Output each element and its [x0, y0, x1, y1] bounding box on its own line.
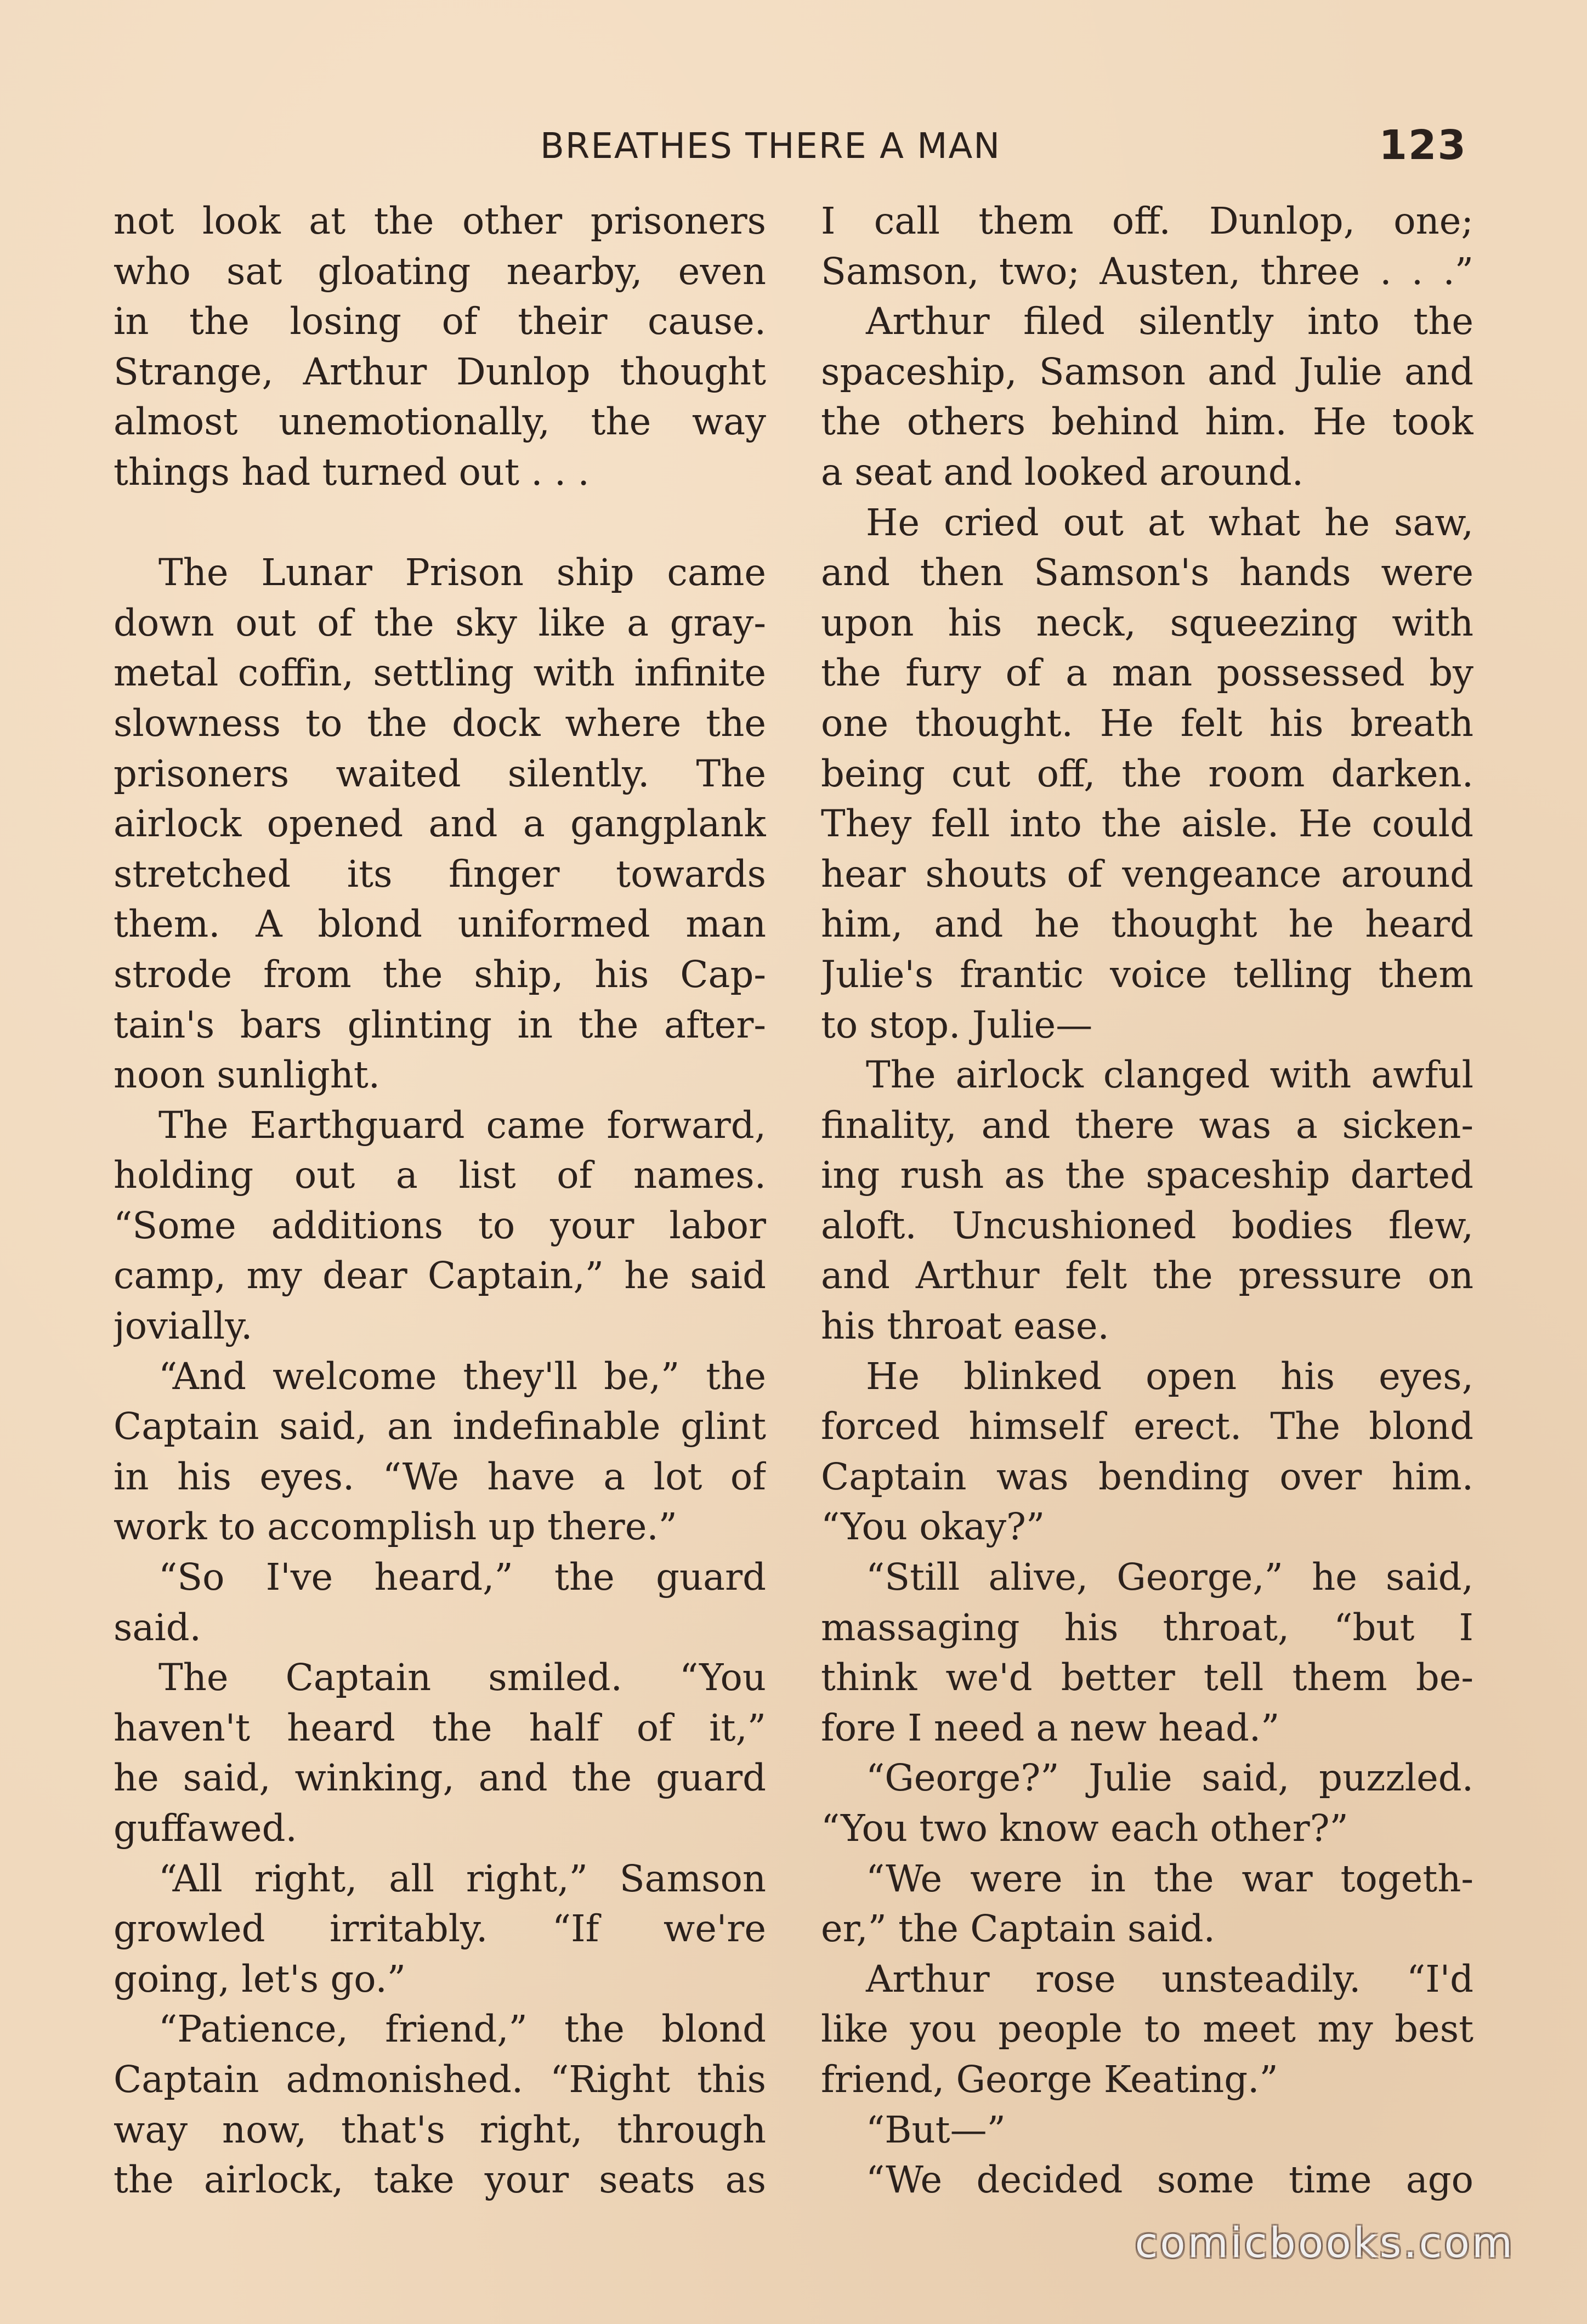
text-line: work to accomplish up there.” [114, 1505, 677, 1549]
text-line: Arthur filed silently into the [866, 300, 1473, 343]
text-line: prisoners waited silently. The [114, 752, 766, 795]
text-line: massaging his throat, “but I [821, 1606, 1473, 1649]
text-line: like you people to meet my best [821, 2008, 1473, 2051]
text-line: “Still alive, George,” he said, [866, 1556, 1473, 1599]
text-line: slowness to the dock where the [114, 701, 766, 745]
text-line: to stop. Julie— [821, 1003, 1093, 1046]
running-title: BREATHES THERE A MAN [540, 126, 1001, 167]
text-line: The Captain smiled. “You [158, 1656, 766, 1699]
text-line: holding out a list of names. [114, 1154, 766, 1197]
text-line: going, let's go.” [114, 1957, 406, 2000]
text-line: his throat ease. [821, 1305, 1109, 1348]
text-line: tain's bars glinting in the after- [114, 1003, 766, 1046]
text-line: “Patience, friend,” the blond [158, 2008, 766, 2051]
text-line: who sat gloating nearby, even [114, 250, 766, 293]
text-line: haven't heard the half of it,” [114, 1706, 766, 1749]
text-line: “You okay?” [821, 1505, 1045, 1549]
text-line: in his eyes. “We have a lot of [114, 1455, 766, 1498]
text-line: noon sunlight. [114, 1053, 381, 1097]
text-line: finality, and there was a sicken- [821, 1103, 1473, 1147]
text-line: them. A blond uniformed man [114, 903, 766, 946]
text-line: “And welcome they'll be,” the [158, 1354, 766, 1398]
text-line: upon his neck, squeezing with [821, 601, 1473, 644]
text-line: He cried out at what he saw, [866, 501, 1473, 544]
page-number: 123 [1379, 122, 1467, 169]
text-line: things had turned out . . . [114, 450, 590, 494]
text-line: in the losing of their cause. [114, 300, 766, 343]
text-line: Strange, Arthur Dunlop thought [114, 350, 766, 393]
text-line: him, and he thought he heard [821, 903, 1473, 946]
text-line: “We decided some time ago [866, 2158, 1473, 2202]
text-line: growled irritably. “If we're [114, 1907, 766, 1951]
text-line: almost unemotionally, the way [114, 400, 766, 444]
text-line: Captain admonished. “Right this [114, 2057, 766, 2101]
text-line: “But—” [866, 2108, 1006, 2151]
text-line: “You two know each other?” [821, 1807, 1348, 1850]
page-header [540, 120, 1478, 180]
text-line: the airlock, take your seats as [114, 2158, 766, 2202]
text-line: and then Samson's hands were [821, 551, 1473, 594]
text-line: one thought. He felt his breath [821, 701, 1473, 745]
text-line: Captain said, an indefinable glint [114, 1405, 766, 1448]
text-line: airlock opened and a gangplank [114, 802, 766, 846]
text-line: Arthur rose unsteadily. “I'd [866, 1957, 1473, 2000]
text-line: “Some additions to your labor [114, 1204, 766, 1247]
text-line: The Lunar Prison ship came [158, 551, 766, 594]
text-line: I call them off. Dunlop, one; [821, 200, 1473, 242]
text-line: “All right, all right,” Samson [158, 1857, 766, 1900]
text-line [114, 498, 766, 548]
text-line: said. [114, 1606, 201, 1649]
text-column-left [114, 196, 766, 2206]
text-line: think we'd better tell them be- [821, 1656, 1473, 1699]
text-line: He blinked open his eyes, [866, 1354, 1473, 1398]
text-line: hear shouts of vengeance around [821, 852, 1473, 895]
text-line: Julie's frantic voice telling them [821, 953, 1473, 996]
text-line: and Arthur felt the pressure on [821, 1254, 1473, 1297]
text-line: the fury of a man possessed by [821, 651, 1473, 695]
text-column-right [821, 196, 1473, 2206]
watermark: comicbooks.com [1135, 2218, 1515, 2267]
text-line: They fell into the aisle. He could [821, 802, 1473, 846]
text-line: Captain was bending over him. [821, 1455, 1473, 1498]
text-line: down out of the sky like a gray- [114, 601, 766, 644]
text-line: “We were in the war togeth- [866, 1857, 1473, 1900]
text-line: “So I've heard,” the guard [158, 1556, 766, 1599]
text-line: being cut off, the room darken. [821, 752, 1473, 795]
text-line: the others behind him. He took [821, 400, 1473, 444]
text-line: metal coffin, settling with infinite [114, 651, 766, 695]
text-line: The airlock clanged with awful [866, 1053, 1473, 1097]
text-line: he said, winking, and the guard [114, 1756, 766, 1800]
text-line: camp, my dear Captain,” he said [114, 1254, 766, 1297]
text-line: “George?” Julie said, puzzled. [866, 1756, 1473, 1800]
text-line: way now, that's right, through [114, 2108, 766, 2151]
text-line: er,” the Captain said. [821, 1907, 1215, 1951]
text-line: fore I need a new head.” [821, 1706, 1280, 1749]
text-line: aloft. Uncushioned bodies flew, [821, 1204, 1473, 1247]
text-line: ing rush as the spaceship darted [821, 1154, 1473, 1197]
text-line: stretched its finger towards [114, 852, 766, 895]
text-line: strode from the ship, his Cap- [114, 953, 766, 996]
text-line: a seat and looked around. [821, 450, 1304, 494]
text-line: friend, George Keating.” [821, 2057, 1278, 2101]
text-line: not look at the other prisoners [114, 200, 766, 242]
text-line: Samson, two; Austen, three . . .” [821, 250, 1473, 293]
text-line: forced himself erect. The blond [821, 1405, 1473, 1448]
text-line: guffawed. [114, 1807, 297, 1850]
text-line: The Earthguard came forward, [158, 1103, 766, 1147]
text-line: jovially. [114, 1305, 253, 1348]
text-line: spaceship, Samson and Julie and [821, 350, 1473, 393]
